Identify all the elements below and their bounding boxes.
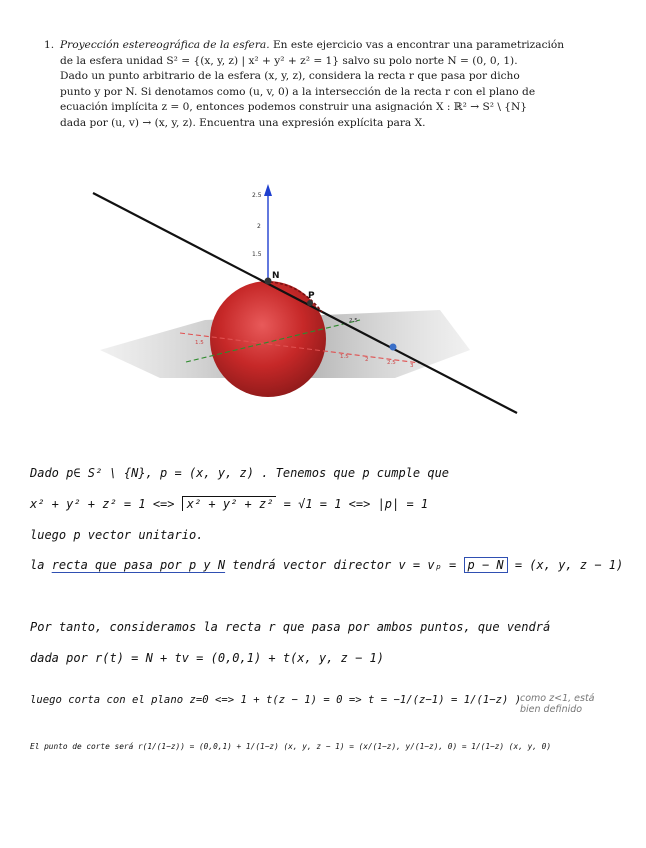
problem-line-1: Proyección estereográfica de la esfera. En este ejercicio vas a encontrar una parametrización [60,39,565,51]
problem-line-6: dada por (u, v) → (x, y, z). Encuentra una expresión explícita para X. [60,116,426,129]
z-tick-3: 1.5 [252,251,262,258]
hw-line-3: luego p vector unitario. [30,528,204,542]
hw-line-2: x² + y² + z² = 1 <=> x² + y² + z² = √1 = 1 <=> |p| = 1 [30,497,429,511]
z-tick-1: 2.5 [252,192,262,199]
z-axis-arrow-icon [264,184,272,196]
hw-line-8: El punto de corte será r(1/(1−z)) = (0,0,1) + 1/(1−z) (x, y, z − 1) = (x/(1−z), y/(1−z), 0) = 1/(1−z) (x, y, 0) [30,742,552,751]
plane-tick-6: 3 [410,363,414,369]
p-label: P [308,291,315,301]
sqrt-radicand: x² + y² + z² [182,496,277,511]
problem-title: Proyección estereográfica de la esfera. [60,39,270,51]
plane-tick-4: 2 [365,357,369,363]
problem-statement [44,38,604,132]
hw-line-6: dada por r(t) = N + tv = (0,0,1) + t(x, y, z − 1) [30,651,385,665]
north-label: N [272,271,280,281]
plane-tick-2: 1.5 [195,340,204,346]
problem-line-2: de la esfera unidad S² = {(x, y, z) | x² + y² + z² = 1} salvo su polo norte N = (0, 0, 1). [60,54,518,67]
problem-line-4: punto y por N. Si denotamos como (u, v, 0) a la intersección de la recta r con el plano de [60,85,536,98]
hw-line-1: Dado p∈ S² \ {N}, p = (x, y, z) . Tenemos que p cumple que [30,466,450,480]
plane-tick-1: 2.5 [349,318,358,324]
problem-text [60,38,604,132]
problem-number: 1. [44,39,55,51]
z-tick-2: 2 [257,223,261,230]
north-point [265,278,272,285]
hw-line-4: la recta que pasa por p y N tendrá vector director v = vₚ = p − N = (x, y, z − 1) [30,558,624,572]
hw-line-5: Por tanto, consideramos la recta r que pasa por ambos puntos, que vendrá [30,620,551,634]
boxed-p-minus-n: p − N [464,557,508,573]
projection-point [390,344,397,351]
plane-tick-5: 2.5 [387,360,396,366]
side-note: como z<1, está bien definido [520,693,595,715]
plane-tick-3: 1.5 [340,354,349,360]
hw-line-7: luego corta con el plano z=0 <=> 1 + t(z − 1) = 0 => t = −1/(z−1) = 1/(1−z) ) [30,694,522,706]
problem-line-5: ecuación implícita z = 0, entonces podemos construir una asignación X : ℝ² → S² \ {N} [60,101,528,114]
underlined-phrase: recta que pasa por p y N [51,558,226,572]
stereographic-figure [0,172,646,432]
problem-line-3: Dado un punto arbitrario de la esfera (x, y, z), considera la recta r que pasa por dicho [60,70,520,83]
